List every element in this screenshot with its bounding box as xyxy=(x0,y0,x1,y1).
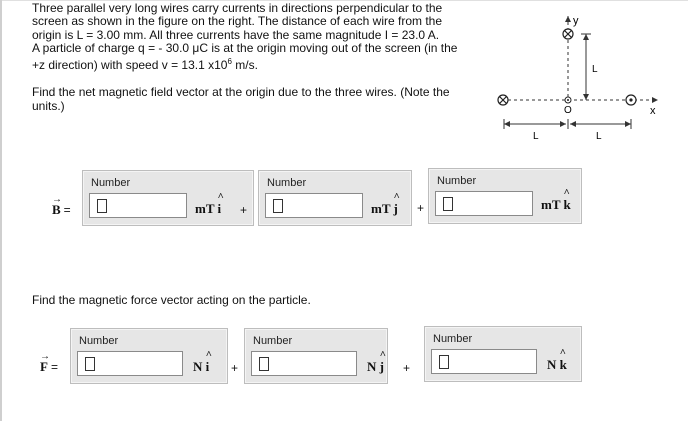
y-axis-label: y xyxy=(573,15,579,27)
f-z-answer-box xyxy=(424,326,582,382)
b-equals: = xyxy=(63,203,71,217)
speed-text: +z direction) with speed v = 13.1 x10 xyxy=(32,58,228,73)
f-y-answer-box xyxy=(244,328,388,384)
problem-line: A particle of charge q = - 30.0 μC is at the origin moving out of the screen (in the xyxy=(32,40,458,55)
i-hat xyxy=(217,191,224,216)
f-symbol: F xyxy=(40,359,48,374)
x-arrow-icon xyxy=(652,97,658,103)
f-equals: = xyxy=(50,360,58,374)
b-x-answer-box xyxy=(82,170,254,226)
x-axis-label: x xyxy=(650,105,656,117)
dim-label-left: L xyxy=(533,131,539,142)
cursor-icon xyxy=(85,357,95,371)
plus-sign: + xyxy=(417,201,425,215)
k-hat xyxy=(559,347,567,372)
y-arrow-icon xyxy=(565,16,571,22)
hat-icon: ^ xyxy=(379,349,387,361)
unit-text: mT xyxy=(195,201,215,216)
cursor-icon xyxy=(439,355,449,369)
b-z-answer-box xyxy=(428,168,582,224)
dim-label-right: L xyxy=(596,131,602,142)
dim-label-vertical: L xyxy=(592,64,598,75)
cursor-icon xyxy=(443,197,453,211)
wire-into-page-icon xyxy=(498,95,508,105)
unit-text: N xyxy=(193,359,203,374)
plus-sign: + xyxy=(403,361,411,375)
hat-letter: j xyxy=(379,359,384,374)
fz-unit xyxy=(547,347,567,373)
hat-letter: k xyxy=(563,197,571,212)
number-label: Number xyxy=(91,177,131,189)
problem-line: Three parallel very long wires carry currents in directions perpendicular to the xyxy=(32,1,443,15)
by-unit xyxy=(371,191,400,217)
question-1-cont: units.) xyxy=(32,98,65,113)
j-hat xyxy=(393,191,400,216)
origin-label: O xyxy=(564,105,572,116)
bx-unit xyxy=(195,191,224,217)
hat-icon: ^ xyxy=(217,191,224,203)
plus-sign: + xyxy=(231,361,239,375)
problem-line xyxy=(32,55,487,72)
problem-statement xyxy=(32,2,487,113)
number-label: Number xyxy=(437,175,477,187)
number-label: Number xyxy=(267,177,307,189)
hat-icon: ^ xyxy=(205,349,213,361)
f-vector-label xyxy=(40,351,58,375)
cursor-icon xyxy=(273,199,283,213)
problem-line: origin is L = 3.00 mm. All three currents have the same magnitude I = 23.0 A. xyxy=(32,27,440,42)
particle-out-of-page-icon xyxy=(565,97,571,103)
unit-text: mT xyxy=(541,197,561,212)
speed-unit: m/s. xyxy=(231,58,258,73)
hat-letter: i xyxy=(217,201,222,216)
b-vector-label xyxy=(52,194,71,218)
number-label: Number xyxy=(433,333,473,345)
number-label: Number xyxy=(79,335,119,347)
hat-letter: j xyxy=(393,201,398,216)
f-x-answer-box xyxy=(70,328,228,384)
speed-exponent: 6 xyxy=(227,57,232,67)
problem-line: screen as shown in the figure on the right. The distance of each wire from the xyxy=(32,14,443,29)
b-y-answer-box xyxy=(258,170,412,226)
hat-icon: ^ xyxy=(559,347,567,359)
wire-out-of-page-icon xyxy=(626,95,636,105)
fy-unit xyxy=(367,349,387,375)
hat-letter: k xyxy=(559,357,567,372)
number-label: Number xyxy=(253,335,293,347)
cursor-icon xyxy=(97,199,107,213)
cursor-icon xyxy=(259,357,269,371)
hat-letter: i xyxy=(205,359,210,374)
bz-unit xyxy=(541,187,571,213)
b-symbol: B xyxy=(52,202,61,217)
unit-text: N xyxy=(367,359,377,374)
left-border xyxy=(0,0,2,421)
vector-arrow-icon: → xyxy=(52,194,62,205)
k-hat xyxy=(563,187,571,212)
plus-sign: + xyxy=(240,203,248,217)
i-hat xyxy=(205,349,213,374)
wire-into-page-icon xyxy=(563,29,573,39)
question-2: Find the magnetic force vector acting on the particle. xyxy=(32,293,311,307)
question-1: Find the net magnetic field vector at the origin due to the three wires. (Note the xyxy=(32,85,450,100)
wire-figure xyxy=(490,10,680,145)
unit-text: mT xyxy=(371,201,391,216)
hat-icon: ^ xyxy=(563,187,570,199)
vector-arrow-icon: → xyxy=(40,351,50,362)
unit-text: N xyxy=(547,357,557,372)
hat-icon: ^ xyxy=(393,191,400,203)
j-hat xyxy=(379,349,387,374)
fx-unit xyxy=(193,349,213,375)
